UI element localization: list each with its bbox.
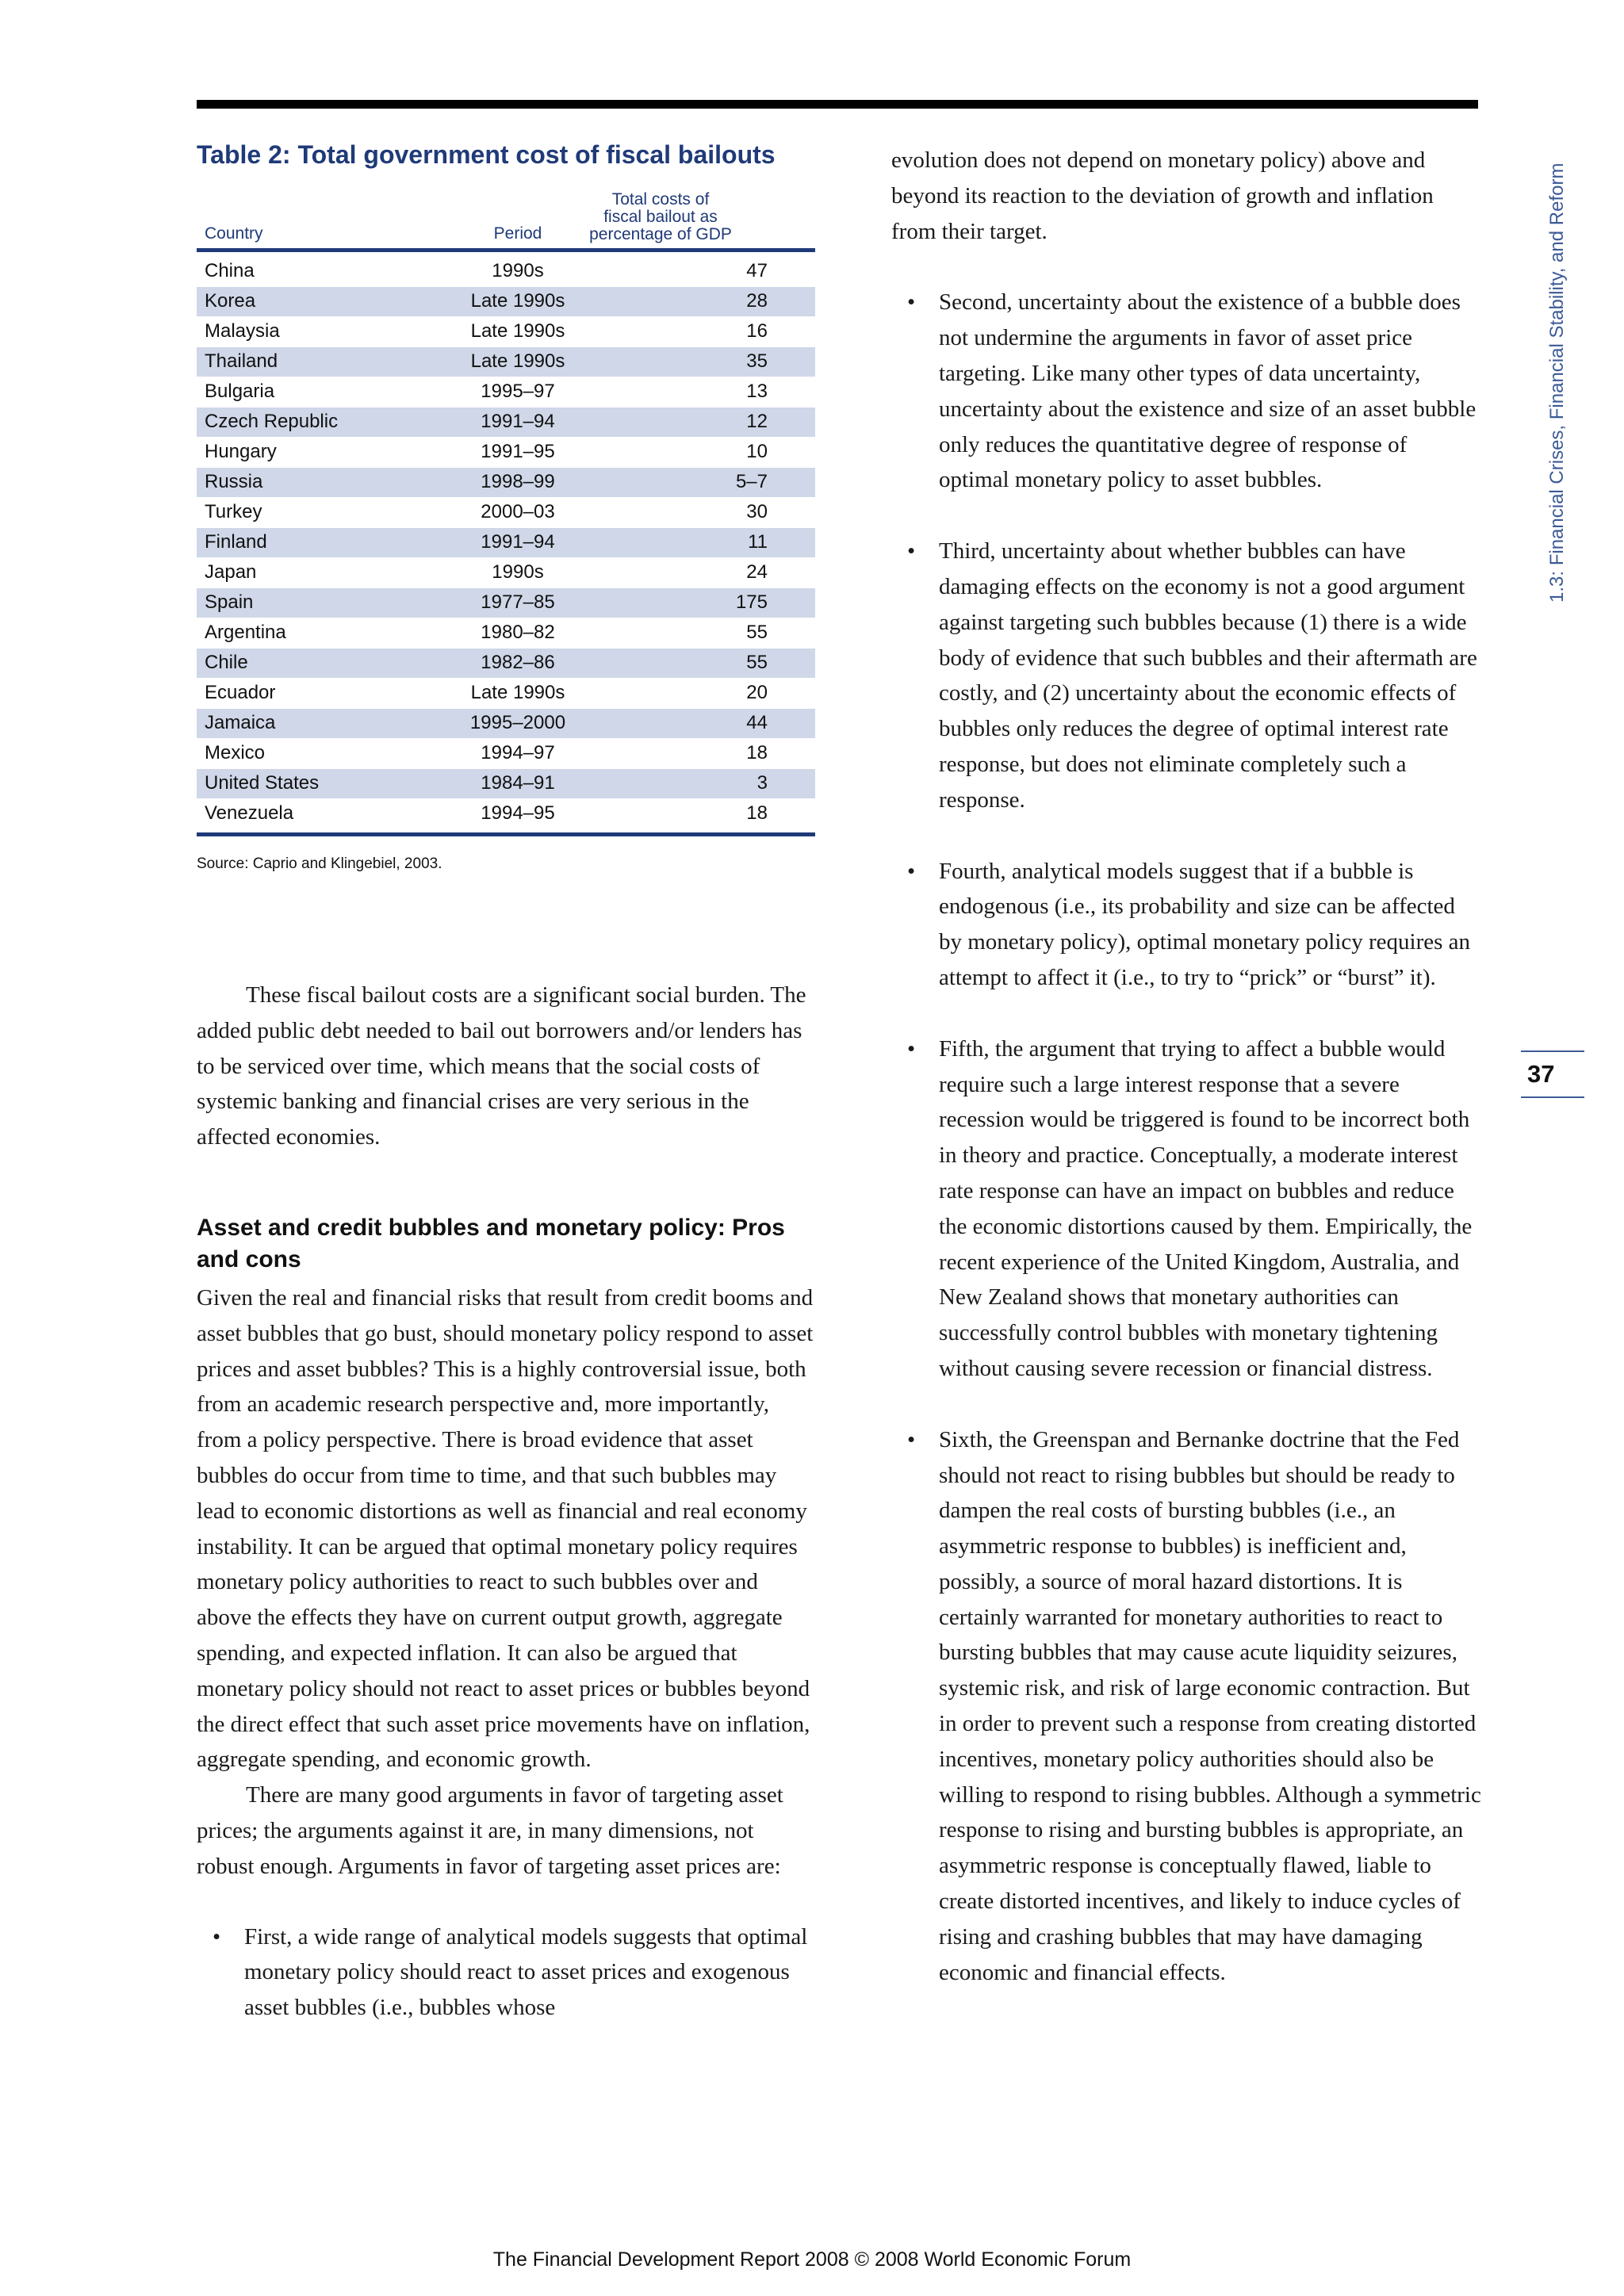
page-number-box xyxy=(1521,1050,1584,1098)
cell-country: Japan xyxy=(205,561,257,583)
cell-period: 1990s xyxy=(492,260,544,281)
page-footer: The Financial Development Report 2008 © 2008 World Economic Forum xyxy=(492,2248,1132,2271)
table-row xyxy=(197,799,815,828)
cell-country: Argentina xyxy=(205,622,286,643)
header-period: Period xyxy=(493,224,542,243)
table-source: Source: Caprio and Klingebiel, 2003. xyxy=(197,855,442,872)
cell-country: Malaysia xyxy=(205,320,280,342)
cell-cost: 5–7 xyxy=(735,471,768,492)
cell-period: Late 1990s xyxy=(470,682,565,703)
cell-country: Venezuela xyxy=(205,802,294,824)
cell-country: Ecuador xyxy=(205,682,276,703)
paragraph-risks: Given the real and financial risks that result from credit booms and asset bubbles that go bust, should monetary policy respond to asset prices and asset bubbles? This is a highly controversial issue, both from an academic research perspective and, more importantly, from a policy perspective. There is broad evidence that asset bubbles do occur from time to time, and that such bubbles may lead to economic distortions as well as financial and real economy instability. It can be argued that optimal monetary policy requires monetary policy authorities to react to such bubbles over and above the effects they have on current output growth, aggregate spending, and expected inflation. It can also be argued that monetary policy should not react to asset prices or bubbles beyond the direct effect that such asset price movements have on inflation, aggregate spending, and economic growth. xyxy=(197,1284,814,1773)
cell-cost: 13 xyxy=(746,381,768,402)
cell-country: Turkey xyxy=(205,501,262,522)
table-row xyxy=(197,347,815,377)
cell-period: 1994–95 xyxy=(481,802,555,824)
cell-cost: 47 xyxy=(746,260,768,281)
table-bottom-rule xyxy=(197,832,815,836)
cell-country: Bulgaria xyxy=(205,381,275,402)
cell-country: Thailand xyxy=(205,350,278,372)
cell-country: Hungary xyxy=(205,441,277,462)
cell-period: 1995–97 xyxy=(481,381,555,402)
cell-cost: 28 xyxy=(746,290,768,312)
cell-cost: 11 xyxy=(748,531,768,553)
left-body xyxy=(197,978,815,2026)
cell-period: 2000–03 xyxy=(481,501,555,522)
cell-cost: 12 xyxy=(746,411,768,432)
cell-period: 1982–86 xyxy=(481,652,555,673)
cell-period: 1991–94 xyxy=(481,411,555,432)
cell-period: 1998–99 xyxy=(481,471,555,492)
table-row xyxy=(197,739,815,768)
header-cost xyxy=(550,191,772,243)
bullet-dot: • xyxy=(907,1426,916,1452)
cell-period: 1977–85 xyxy=(481,591,555,613)
header-cost-line3: percentage of GDP xyxy=(589,225,732,243)
cell-cost: 175 xyxy=(735,591,768,613)
bullet-fifth-text: Fifth, the argument that trying to affect a bubble would require such a large interest response that a severe recession would be triggered is found to be incorrect both in theory and practice. Conceptually, a moderate interest rate response can have an impact on bubbles and reduce the economic distortions caused by them. Empirically, the recent experience of the United Kingdom, Australia, and New Zealand shows that monetary authorities can successfully control bubbles with monetary tightening without causing severe recession or financial distress. xyxy=(939,1035,1473,1381)
paragraph-continued: evolution does not depend on monetary policy) above and beyond its reaction to the deviation of growth and inflation from their target. xyxy=(891,147,1434,244)
cell-cost: 20 xyxy=(746,682,768,703)
cell-period: 1995–2000 xyxy=(469,712,566,733)
bullet-second-text: Second, uncertainty about the existence of a bubble does not undermine the arguments in favor of asset price targeting. Like many other types of data uncertainty, uncertainty about the existence and size of an asset bubble only reduces the quantitative degree of response of optimal monetary policy to asset bubbles. xyxy=(939,289,1477,493)
cell-country: Chile xyxy=(205,652,248,673)
table-row xyxy=(197,377,815,407)
cell-cost: 55 xyxy=(746,622,768,643)
bullet-second xyxy=(891,285,1481,498)
table-row xyxy=(197,618,815,648)
header-cost-line2: fiscal bailout as xyxy=(603,208,718,226)
table-row xyxy=(197,498,815,527)
table-row xyxy=(197,468,815,497)
cell-period: 1980–82 xyxy=(481,622,555,643)
bullet-fourth xyxy=(891,854,1481,996)
cell-country: Mexico xyxy=(205,742,266,763)
page-number: 37 xyxy=(1527,1060,1555,1088)
bullet-first-text: First, a wide range of analytical models suggests that optimal monetary policy should react to asset prices and exogenous asset bubbles (i.e., bubbles whose xyxy=(244,1923,808,2021)
cell-cost: 16 xyxy=(746,320,768,342)
cell-cost: 18 xyxy=(746,802,768,824)
header-country: Country xyxy=(205,224,263,243)
table-header xyxy=(197,185,815,248)
bullet-third xyxy=(891,534,1481,817)
table-row xyxy=(197,528,815,557)
cell-country: Spain xyxy=(205,591,254,613)
section-running-head: 1.3: Financial Crises, Financial Stability, and Reform xyxy=(1546,163,1568,603)
cell-country: Russia xyxy=(205,471,263,492)
top-rule xyxy=(197,100,1478,109)
cell-cost: 3 xyxy=(756,772,768,794)
cell-country: Finland xyxy=(205,531,267,553)
cell-cost: 30 xyxy=(746,501,768,522)
cell-period: 1994–97 xyxy=(481,742,555,763)
bullet-sixth xyxy=(891,1422,1481,1991)
header-cost-line1: Total costs of xyxy=(611,190,710,209)
cell-period: 1991–94 xyxy=(481,531,555,553)
table-title: Table 2: Total government cost of fiscal bailouts xyxy=(197,140,776,169)
cell-country: Jamaica xyxy=(205,712,276,733)
cell-period: 1991–95 xyxy=(481,441,555,462)
table-row xyxy=(197,438,815,467)
table-row xyxy=(197,257,815,286)
cell-cost: 55 xyxy=(746,652,768,673)
table-row xyxy=(197,408,815,437)
table-row xyxy=(197,317,815,346)
cell-cost: 35 xyxy=(746,350,768,372)
table-body xyxy=(197,252,815,832)
cell-country: Korea xyxy=(205,290,256,312)
cell-period: Late 1990s xyxy=(470,290,565,312)
cell-country: China xyxy=(205,260,255,281)
page-number-rule-bottom xyxy=(1521,1096,1584,1098)
bullet-fifth xyxy=(891,1031,1481,1387)
bullet-dot: • xyxy=(213,1923,221,1950)
cell-period: Late 1990s xyxy=(470,320,565,342)
cell-cost: 18 xyxy=(746,742,768,763)
table-row xyxy=(197,649,815,678)
paragraph-bailout-costs: These fiscal bailout costs are a significant social burden. The added public debt needed to bail out borrowers and/or lenders has to be serviced over time, which means that the social costs of systemic banking and financial crises are very serious in the affected economies. xyxy=(197,982,806,1150)
cell-period: 1984–91 xyxy=(481,772,555,794)
cell-period: Late 1990s xyxy=(470,350,565,372)
bullet-fourth-text: Fourth, analytical models suggest that if a bubble is endogenous (i.e., its probability and size can be affected by monetary policy), optimal monetary policy requires an attempt to affect it (i.e., to try to “prick” or “burst” it). xyxy=(939,858,1471,990)
bullet-dot: • xyxy=(907,289,916,316)
table-row xyxy=(197,588,815,618)
cell-cost: 24 xyxy=(746,561,768,583)
cell-cost: 10 xyxy=(746,441,768,462)
right-column xyxy=(891,143,1481,1990)
table-row xyxy=(197,679,815,708)
table-row xyxy=(197,287,815,316)
cell-country: United States xyxy=(205,772,320,794)
cell-cost: 44 xyxy=(746,712,768,733)
cell-country: Czech Republic xyxy=(205,411,339,432)
bullet-sixth-text: Sixth, the Greenspan and Bernanke doctrine that the Fed should not react to rising bubbles but should be ready to dampen the real costs of bursting bubbles (i.e., an asymmetric response to bubbles) is inefficient and, possibly, a source of moral hazard distortions. It is certainly warranted for monetary authorities to react to bursting bubbles that may cause acute liquidity seizures, systemic risk, and risk of large economic contraction. But in order to prevent such a response from creating distorted incentives, monetary policy authorities should also be willing to respond to rising bubbles. Although a symmetric response to rising and bursting bubbles is appropriate, an asymmetric response is conceptually flawed, liable to create distorted incentives, and likely to induce cycles of rising and crashing bubbles that may have damaging economic and financial effects. xyxy=(939,1426,1481,1985)
table-row xyxy=(197,709,815,738)
paragraph-arguments: There are many good arguments in favor of targeting asset prices; the arguments against it are, in many dimensions, not robust enough. Arguments in favor of targeting asset prices are: xyxy=(197,1782,783,1879)
table-row xyxy=(197,769,815,798)
section-subhead: Asset and credit bubbles and monetary policy: Pros and cons xyxy=(197,1214,785,1272)
bullet-first xyxy=(197,1919,815,2026)
cell-period: 1990s xyxy=(492,561,544,583)
bullet-dot: • xyxy=(907,538,916,564)
bullet-dot: • xyxy=(907,858,916,884)
bullet-dot: • xyxy=(907,1035,916,1062)
table-row xyxy=(197,558,815,587)
left-column xyxy=(197,139,815,2026)
bullet-third-text: Third, uncertainty about whether bubbles can have damaging effects on the economy is not a good argument against targeting such bubbles because (1) there is a wide body of evidence that such bubbles and their aftermath are costly, and (2) uncertainty about the economic effects of bubbles only reduces the degree of optimal interest rate response, but does not eliminate completely such a response. xyxy=(939,538,1477,813)
